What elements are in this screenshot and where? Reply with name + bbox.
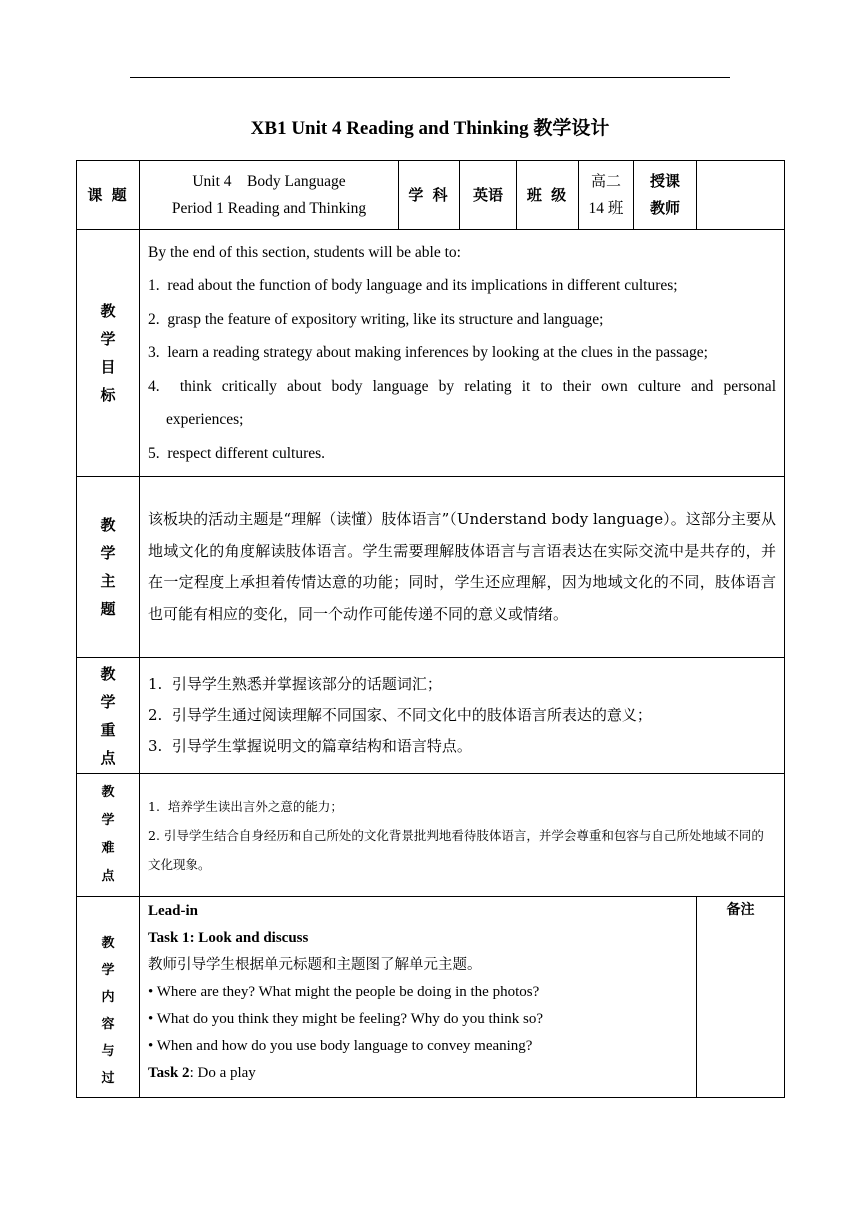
- task-1-description: 教师引导学生根据单元标题和主题图了解单元主题。: [148, 957, 482, 973]
- objective-item: 5. respect different cultures.: [148, 444, 326, 462]
- objective-item-continued: experiences;: [166, 411, 244, 429]
- difficulties-row: [77, 774, 785, 897]
- teacher-label-line-1: 授课: [649, 172, 680, 190]
- key-point-item: 3. 引导学生掌握说明文的篇章结构和语言特点。: [148, 737, 472, 755]
- class-value: [579, 161, 634, 230]
- objective-item: 3. learn a reading strategy about making inferences by looking at the clues in the passage;: [148, 344, 708, 362]
- key-point-item: 1. 引导学生熟悉并掌握该部分的话题词汇；: [148, 675, 442, 693]
- objective-item: 1. read about the function of body language and its implications in different cultures;: [148, 277, 678, 295]
- discussion-bullet: • When and how do you use body language to convey meaning?: [148, 1038, 533, 1054]
- task-1-prefix: Task 1: [148, 930, 190, 946]
- content-label: [77, 897, 140, 1098]
- page-title: XB1 Unit 4 Reading and Thinking 教学设计: [250, 118, 610, 139]
- key-points-label-line-2: 重 点: [100, 720, 124, 767]
- difficulty-item: 1. 培养学生读出言外之意的能力；: [148, 798, 343, 814]
- difficulty-item: 2. 引导学生结合自身经历和自己所处的文化背景批判地看待肢体语言，并学会尊重和包容与自己所处地域不同的文化现象。: [148, 827, 764, 872]
- class-value-line-2: 14 班: [588, 200, 624, 217]
- difficulties-label: [77, 774, 140, 897]
- theme-content: [140, 477, 785, 658]
- key-points-content: [140, 658, 785, 774]
- subject-label: 学 科: [399, 161, 460, 230]
- class-label: 班 级: [517, 161, 579, 230]
- content-body: [140, 897, 697, 1098]
- objective-item: 2. grasp the feature of expository writing, like its structure and language;: [148, 310, 604, 328]
- notes-label: 备注: [726, 902, 755, 918]
- objectives-intro: By the end of this section, students will be able to:: [148, 243, 461, 261]
- theme-row: [77, 477, 785, 658]
- header-row: [77, 161, 785, 230]
- objectives-row: [77, 230, 785, 477]
- key-points-label-line-1: 教 学: [100, 664, 124, 711]
- key-points-label: [77, 658, 140, 774]
- objective-item: 4. think critically about body language by relating it to their own culture and personal: [148, 377, 776, 395]
- discussion-bullet: • Where are they? What might the people be doing in the photos?: [148, 984, 540, 1000]
- topic-line-2: Period 1 Reading and Thinking: [171, 200, 367, 217]
- task-2-title: : Do a play: [189, 1065, 256, 1081]
- theme-text: 该板块的活动主题是“理解（读懂）肢体语言”（Understand body language）。这部分主要从地域文化的角度解读肢体语言。学生需要理解肢体语言与言语表达在实际交流中是共存的，并在一定程度上承担着传情达意的功能；同时，学生还应理解，因为地域文化的不同，肢体语言也可能有相应的变化，同一个动作可能传递不同的意义或情绪。: [148, 510, 776, 623]
- teacher-label: [634, 161, 697, 230]
- topic-value: [140, 161, 399, 230]
- objectives-content: [140, 230, 785, 477]
- topic-line-1: Unit 4 Body Language: [192, 173, 346, 190]
- lead-in-heading: Lead-in: [148, 903, 199, 919]
- objectives-label-line-1: 教 学: [100, 302, 124, 348]
- key-point-item: 2. 引导学生通过阅读理解不同国家、不同文化中的肢体语言所表达的意义；: [148, 706, 652, 724]
- content-label-char: 容: [101, 1017, 115, 1032]
- header-rule: [130, 77, 730, 78]
- subject-value: 英语: [460, 161, 517, 230]
- content-label-char: 过: [101, 1071, 115, 1086]
- theme-label-line-2: 主 题: [100, 572, 124, 618]
- content-label-char: 教: [101, 936, 115, 951]
- content-label-char: 与: [101, 1044, 115, 1059]
- teacher-value: [697, 161, 785, 230]
- objectives-label: [77, 230, 140, 477]
- task-2-prefix: Task 2: [148, 1065, 190, 1081]
- task-2-heading: [148, 1060, 688, 1087]
- discussion-bullet: • What do you think they might be feeling? Why do you think so?: [148, 1011, 544, 1027]
- task-1-heading: [148, 925, 688, 952]
- theme-label-line-1: 教 学: [100, 516, 124, 562]
- difficulties-label-line-2: 难 点: [101, 841, 123, 884]
- teacher-label-line-2: 教师: [649, 199, 680, 217]
- content-label-char: 学: [101, 963, 115, 978]
- difficulties-label-line-1: 教 学: [101, 785, 123, 828]
- notes-column: [697, 897, 785, 1098]
- task-1-title: : Look and discuss: [189, 930, 309, 946]
- class-value-line-1: 高二: [590, 172, 621, 190]
- content-label-char: 内: [101, 990, 115, 1005]
- lesson-plan-table: [76, 160, 785, 1098]
- theme-label: [77, 477, 140, 658]
- content-row: [77, 897, 785, 1098]
- key-points-row: [77, 658, 785, 774]
- topic-label: 课 题: [77, 161, 140, 230]
- difficulties-content: [140, 774, 785, 897]
- objectives-label-line-2: 目 标: [100, 358, 124, 404]
